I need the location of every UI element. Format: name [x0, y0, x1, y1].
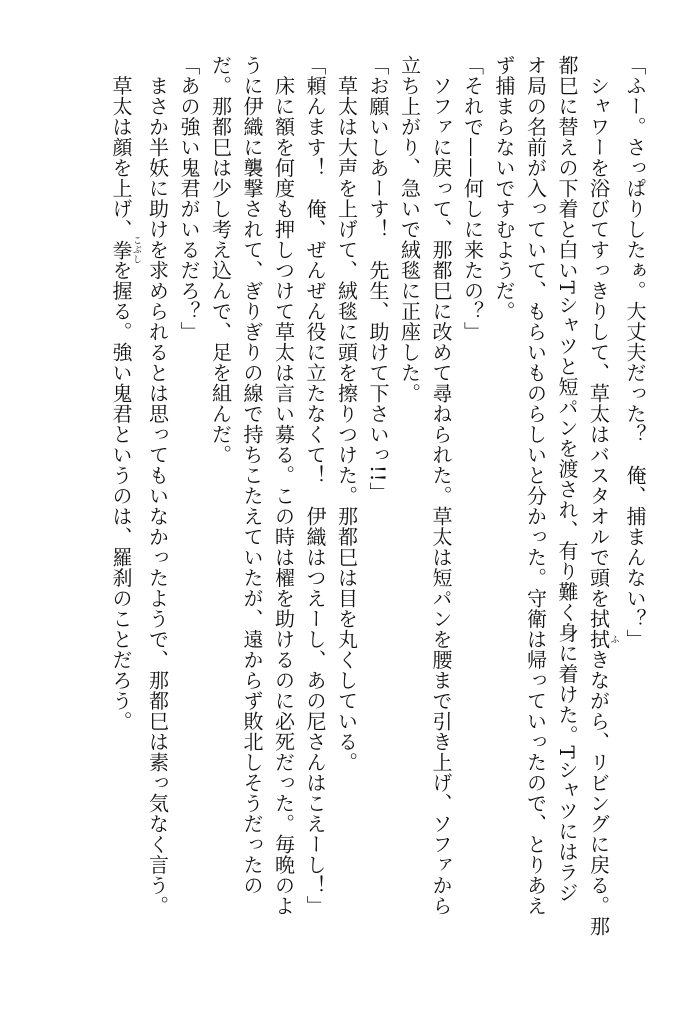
text-line: オ局の名前が入っていて、もらいものらしいと分かった。守衛は帰っていったので、とりあえ: [523, 55, 548, 916]
text-segment: 強い鬼君というのは、羅刹のことだろう。: [109, 342, 133, 732]
text-line: 「お願いしあーす！ 先生、助けて下さいっ!!」: [366, 55, 390, 503]
text-line: 「あの強い鬼君がいるだろ？」: [177, 55, 201, 342]
text-line: [105, 55, 142, 965]
text-line: ソファに戻って、那都巳に改めて尋ねられた。草太は短パンを腰まで引き上げ、ソファから: [429, 55, 453, 916]
text-line: だ。那都巳は少し考え込んで、足を組んだ。: [208, 55, 233, 465]
text-line: 「頼んます！ 俺、ぜんぜん役に立たなくて！ 伊織はつえーし、あの尼さんはこえーし！」: [303, 55, 327, 916]
text-line: 都巳に替えの下着と白いTシャツと短パンを渡され、有り難く身に着けた。Tシャツにはラジ: [555, 55, 579, 903]
text-segment: 草太は顔を上げ、: [109, 55, 133, 240]
text-line: 立ち上がり、急いで絨毯に正座した。: [397, 55, 422, 404]
text-line: 「それで——何しに来たの？」: [460, 55, 485, 342]
ruby-annotation: [586, 629, 619, 650]
text-line: 「ふー。さっぱりしたぁ。大丈夫だった？ 俺、捕まんない？」: [623, 55, 647, 650]
text-line: まさか半妖に助けを求められるとは思ってもいなかったようで、那都巳は素っ気なく言う。: [145, 55, 170, 916]
text-segment: を握る。: [109, 260, 133, 342]
text-line: ず捕まらないですむようだ。: [492, 55, 516, 322]
ruby-reading: ふ: [608, 629, 619, 650]
novel-page: [50, 55, 650, 965]
text-segment: 拳: [109, 235, 133, 264]
ruby-annotation: [109, 235, 141, 264]
text-line: 床に額を何度も押しつけて草太は言い募る。この時は櫂を助けるのに必死だった。毎晩のよ: [271, 55, 296, 916]
text-line: うに伊織に襲撃されて、ぎりぎりの線で持ちこたえていたが、遠からず敗北しそうだったの: [240, 55, 264, 896]
text-segment: 拭: [586, 629, 611, 650]
ruby-reading: こぶし: [131, 235, 141, 264]
text-line: [582, 55, 619, 965]
text-segment: きながら、リビングに戻る。那: [586, 649, 611, 937]
text-line: 草太は大声を上げて、絨毯に頭を擦りつけた。那都巳は目を丸くしている。: [334, 55, 359, 773]
text-segment: シャワーを浴びてすっきりして、草太はバスタオルで頭を拭: [586, 55, 611, 629]
